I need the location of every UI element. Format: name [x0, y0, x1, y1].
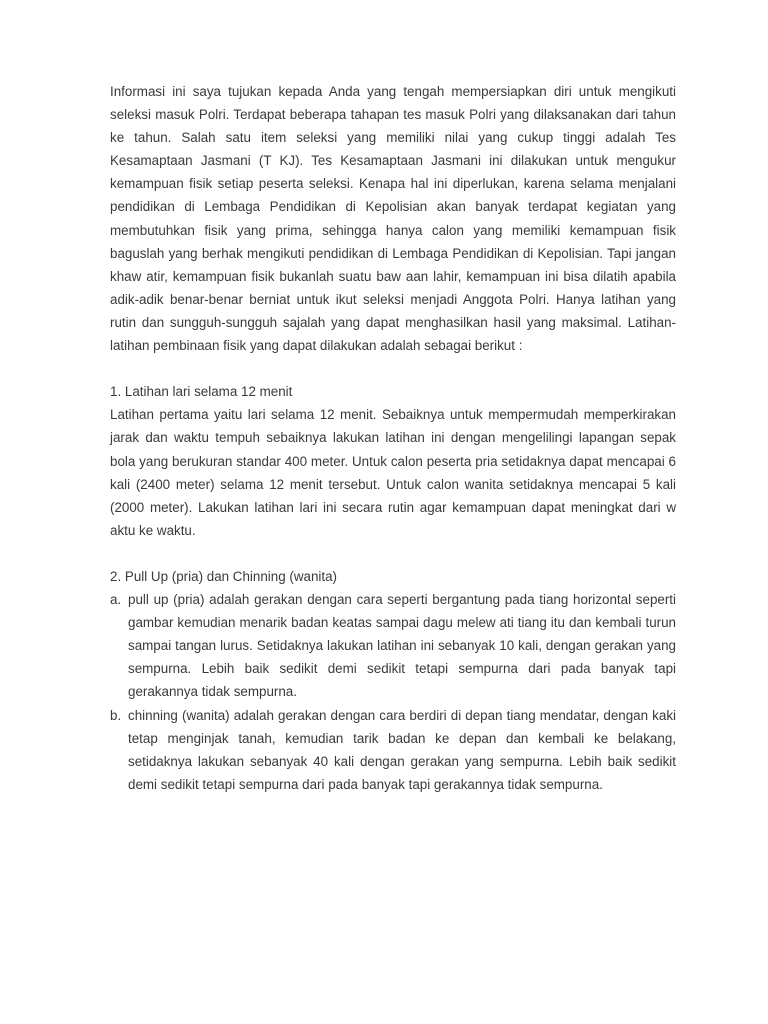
document-page	[110, 80, 676, 796]
list-marker: a.	[110, 592, 122, 608]
list-item-text: pull up (pria) adalah gerakan dengan cara seperti bergantung pada tiang horizontal seperti gambar kemudian menarik badan keatas sampai dagu melew ati tiang itu dan kembali turun sampai tangan lurus. Setidaknya lakukan latihan ini sebanyak 10 kali, dengan gerakan yang sempurna. Lebih baik sedikit demi sedikit tetapi sempurna dari pada banyak tapi gerakannya tidak sempurna.	[128, 592, 676, 700]
section-1-paragraph: Latihan pertama yaitu lari selama 12 menit. Sebaiknya untuk mempermudah memperkirakan jarak dan waktu tempuh sebaiknya lakukan latihan ini dengan mengelilingi lapangan sepak bola yang berukuran standar 400 meter. Untuk calon peserta pria setidaknya dapat mencapai 6 kali (2400 meter) selama 12 menit tersebut. Untuk calon wanita setidaknya mencapai 5 kali (2000 meter). Lakukan latihan lari ini secara rutin agar kemampuan dapat meningkat dari w aktu ke waktu.	[110, 407, 676, 538]
section-2-heading: 2. Pull Up (pria) dan Chinning (wanita)	[110, 568, 338, 584]
list-marker: b.	[110, 707, 122, 723]
paragraph-gap	[110, 542, 676, 565]
list-item-text: chinning (wanita) adalah gerakan dengan cara berdiri di depan tiang mendatar, dengan kaki tetap menginjak tanah, kemudian tarik badan ke depan dan kembali ke belakang, setidaknya lakukan sebanyak 40 kali dengan gerakan yang sempurna. Lebih baik sedikit demi sedikit tetapi sempurna dari pada banyak tapi gerakannya tidak sempurna.	[128, 707, 676, 792]
intro-paragraph: Informasi ini saya tujukan kepada Anda yang tengah mempersiapkan diri untuk mengikuti seleksi masuk Polri. Terdapat beberapa tahapan tes masuk Polri yang dilaksanakan dari tahun ke tahun. Salah satu item seleksi yang memiliki nilai yang cukup tinggi adalah Tes Kesamaptaan Jasmani (T KJ). Tes Kesamaptaan Jasmani ini dilakukan untuk mengukur kemampuan fisik setiap peserta seleksi. Kenapa hal ini diperlukan, karena selama menjalani pendidikan di Lembaga Pendidikan di Kepolisian akan banyak terdapat kegiatan yang membutuhkan fisik yang prima, sehingga hanya calon yang memiliki kemampuan fisik baguslah yang berhak mengikuti pendidikan di Lembaga Pendidikan di Kepolisian. Tapi jangan khaw atir, kemampuan fisik bukanlah suatu baw aan lahir, kemampuan ini bisa dilatih apabila adik-adik benar-benar berniat untuk ikut seleksi menjadi Anggota Polri. Hanya latihan yang rutin dan sungguh-sungguh sajalah yang dapat menghasilkan hasil yang maksimal. Latihan-latihan pembinaan fisik yang dapat dilakukan adalah sebagai berikut :	[110, 84, 676, 354]
list-item-a	[110, 588, 676, 703]
paragraph-gap	[110, 357, 676, 380]
list-item-b	[110, 704, 676, 796]
section-1-heading: 1. Latihan lari selama 12 menit	[110, 384, 293, 400]
